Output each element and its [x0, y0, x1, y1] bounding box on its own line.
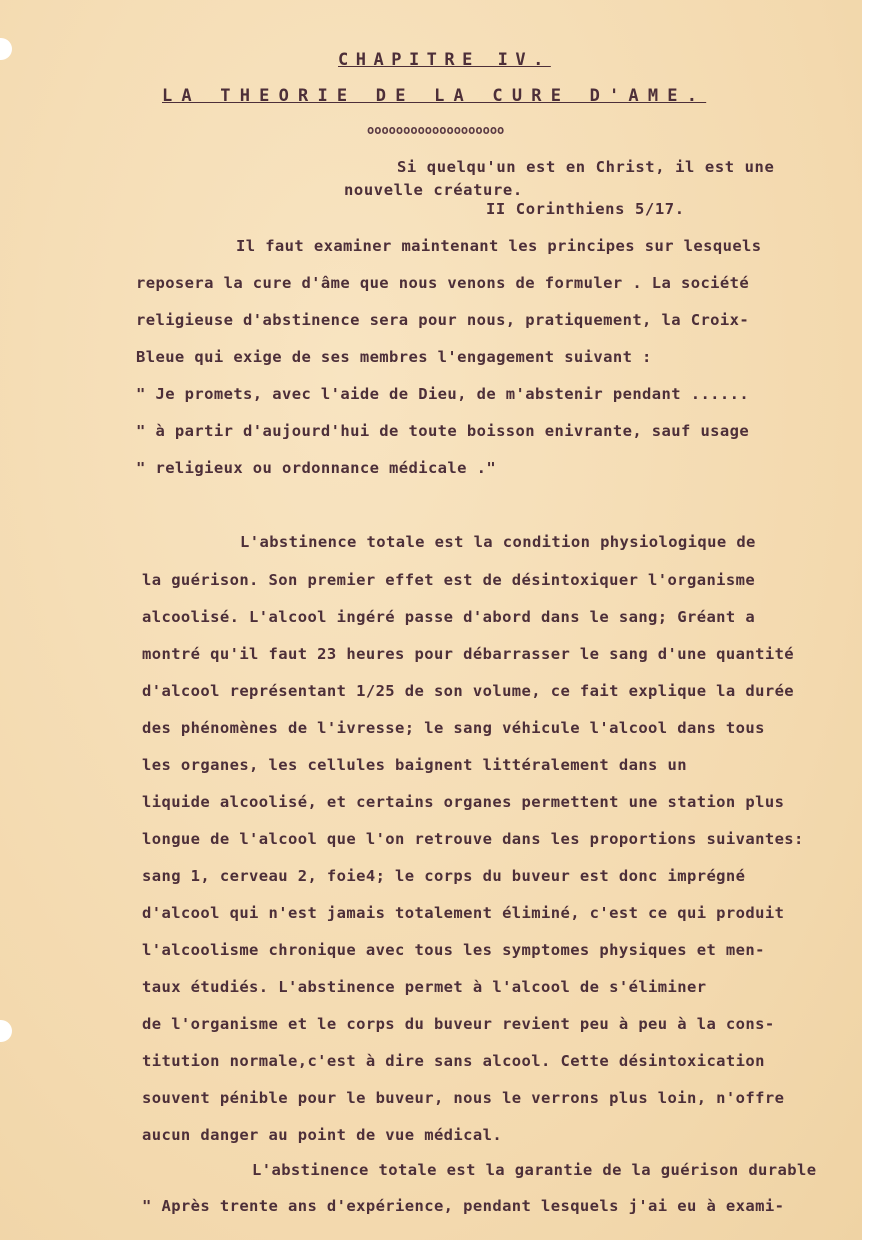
text-line: souvent pénible pour le buveur, nous le verrons plus loin, n'offre	[142, 1089, 785, 1107]
text-line: " à partir d'aujourd'hui de toute boisson enivrante, sauf usage	[136, 422, 750, 440]
punch-hole	[0, 1020, 12, 1042]
text-line: d'alcool qui n'est jamais totalement éliminé, c'est ce qui produit	[142, 904, 785, 922]
text-line: aucun danger au point de vue médical.	[142, 1126, 503, 1144]
text-line: de l'organisme et le corps du buveur revient peu à peu à la cons-	[142, 1015, 775, 1033]
text-line: " Après trente ans d'expérience, pendant lesquels j'ai eu à exami-	[142, 1197, 785, 1215]
text-line: reposera la cure d'âme que nous venons de formuler . La société	[136, 274, 750, 292]
text-line: les organes, les cellules baignent littéralement dans un	[142, 756, 687, 774]
epigraph-reference: II Corinthiens 5/17.	[486, 200, 685, 218]
text-line: Bleue qui exige de ses membres l'engagement suivant :	[136, 348, 652, 366]
text-line: d'alcool représentant 1/25 de son volume, ce fait explique la durée	[142, 682, 795, 700]
text-line: " Je promets, avec l'aide de Dieu, de m'abstenir pendant ......	[136, 385, 750, 403]
text-line: Il faut examiner maintenant les principes sur lesquels	[236, 237, 762, 255]
epigraph-line: nouvelle créature.	[344, 181, 523, 199]
text-line: montré qu'il faut 23 heures pour débarrasser le sang d'une quantité	[142, 645, 795, 663]
text-line: L'abstinence totale est la garantie de la guérison durable	[252, 1161, 817, 1179]
chapter-heading: CHAPITRE IV.	[338, 50, 551, 70]
text-line: des phénomènes de l'ivresse; le sang véhicule l'alcool dans tous	[142, 719, 765, 737]
text-line: L'abstinence totale est la condition physiologique de	[240, 533, 756, 551]
text-line: " religieux ou ordonnance médicale ."	[136, 459, 497, 477]
text-line: alcoolisé. L'alcool ingéré passe d'abord dans le sang; Gréant a	[142, 608, 756, 626]
text-line: taux étudiés. L'abstinence permet à l'alcool de s'éliminer	[142, 978, 707, 996]
epigraph-line: Si quelqu'un est en Christ, il est une	[397, 158, 775, 176]
text-line: la guérison. Son premier effet est de désintoxiquer l'organisme	[142, 571, 756, 589]
text-line: liquide alcoolisé, et certains organes permettent une station plus	[142, 793, 785, 811]
separator-line: ooooooooooooooooooo	[367, 123, 505, 137]
chapter-title: LA THEORIE DE LA CURE D'AME.	[162, 86, 707, 106]
punch-hole	[0, 38, 12, 60]
text-line: sang 1, cerveau 2, foie4; le corps du buveur est donc imprégné	[142, 867, 746, 885]
text-line: l'alcoolisme chronique avec tous les symptomes physiques et men-	[142, 941, 765, 959]
text-line: religieuse d'abstinence sera pour nous, pratiquement, la Croix-	[136, 311, 750, 329]
text-line: longue de l'alcool que l'on retrouve dans les proportions suivantes:	[142, 830, 804, 848]
text-line: titution normale,c'est à dire sans alcool. Cette désintoxication	[142, 1052, 765, 1070]
